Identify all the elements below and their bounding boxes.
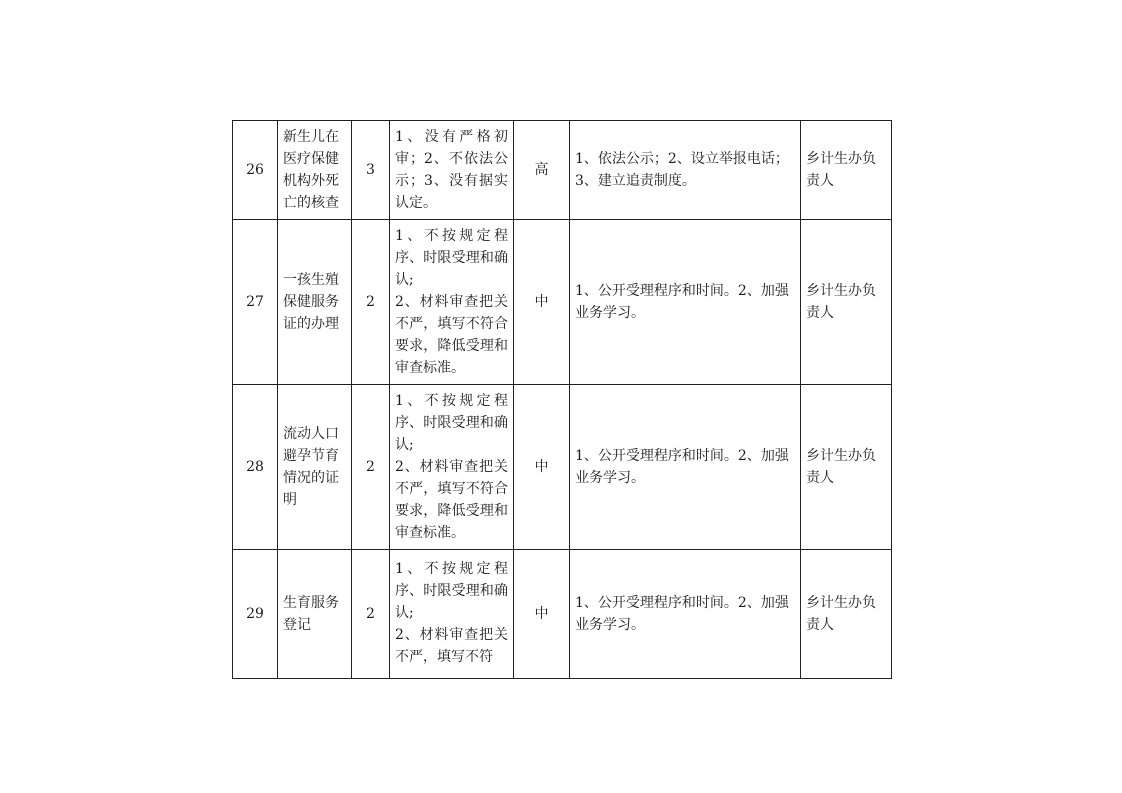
risk-line: 1、不按规定程序、时限受理和确认; bbox=[395, 561, 508, 621]
risk-score: 2 bbox=[352, 550, 390, 679]
risk-description bbox=[390, 385, 514, 550]
item-name: 生育服务登记 bbox=[278, 550, 352, 679]
risk-line: 1、没有严格初审；2、不依法公示；3、没有据实认定。 bbox=[395, 129, 508, 211]
table-row bbox=[233, 220, 892, 385]
item-name: 新生儿在医疗保健机构外死亡的核查 bbox=[278, 121, 352, 220]
prevention-measure: 1、公开受理程序和时间。2、加强业务学习。 bbox=[570, 220, 801, 385]
risk-description bbox=[390, 121, 514, 220]
risk-line: 1、不按规定程序、时限受理和确认; bbox=[395, 393, 508, 453]
prevention-measure: 1、公开受理程序和时间。2、加强业务学习。 bbox=[570, 385, 801, 550]
risk-line: 2、材料审查把关不严，填写不符 bbox=[395, 627, 508, 665]
prevention-measure: 1、依法公示；2、设立举报电话；3、建立追责制度。 bbox=[570, 121, 801, 220]
risk-description bbox=[390, 550, 514, 679]
row-number: 29 bbox=[233, 550, 278, 679]
risk-level: 中 bbox=[514, 220, 570, 385]
risk-score: 2 bbox=[352, 385, 390, 550]
responsible-person: 乡计生办负责人 bbox=[801, 121, 892, 220]
table-row bbox=[233, 385, 892, 550]
item-name: 流动人口避孕节育情况的证明 bbox=[278, 385, 352, 550]
risk-level: 高 bbox=[514, 121, 570, 220]
row-number: 28 bbox=[233, 385, 278, 550]
prevention-measure: 1、公开受理程序和时间。2、加强业务学习。 bbox=[570, 550, 801, 679]
item-name: 一孩生殖保健服务证的办理 bbox=[278, 220, 352, 385]
risk-score: 2 bbox=[352, 220, 390, 385]
row-number: 26 bbox=[233, 121, 278, 220]
responsible-person: 乡计生办负责人 bbox=[801, 550, 892, 679]
risk-level: 中 bbox=[514, 550, 570, 679]
risk-line: 2、材料审查把关不严，填写不符合要求，降低受理和审查标准。 bbox=[395, 459, 508, 541]
risk-description bbox=[390, 220, 514, 385]
table-row bbox=[233, 121, 892, 220]
table-row bbox=[233, 550, 892, 679]
responsible-person: 乡计生办负责人 bbox=[801, 385, 892, 550]
risk-control-table bbox=[232, 120, 892, 679]
risk-line: 1、不按规定程序、时限受理和确认; bbox=[395, 228, 508, 288]
risk-level: 中 bbox=[514, 385, 570, 550]
row-number: 27 bbox=[233, 220, 278, 385]
risk-line: 2、材料审查把关不严，填写不符合要求，降低受理和审查标准。 bbox=[395, 294, 508, 376]
responsible-person: 乡计生办负责人 bbox=[801, 220, 892, 385]
risk-score: 3 bbox=[352, 121, 390, 220]
